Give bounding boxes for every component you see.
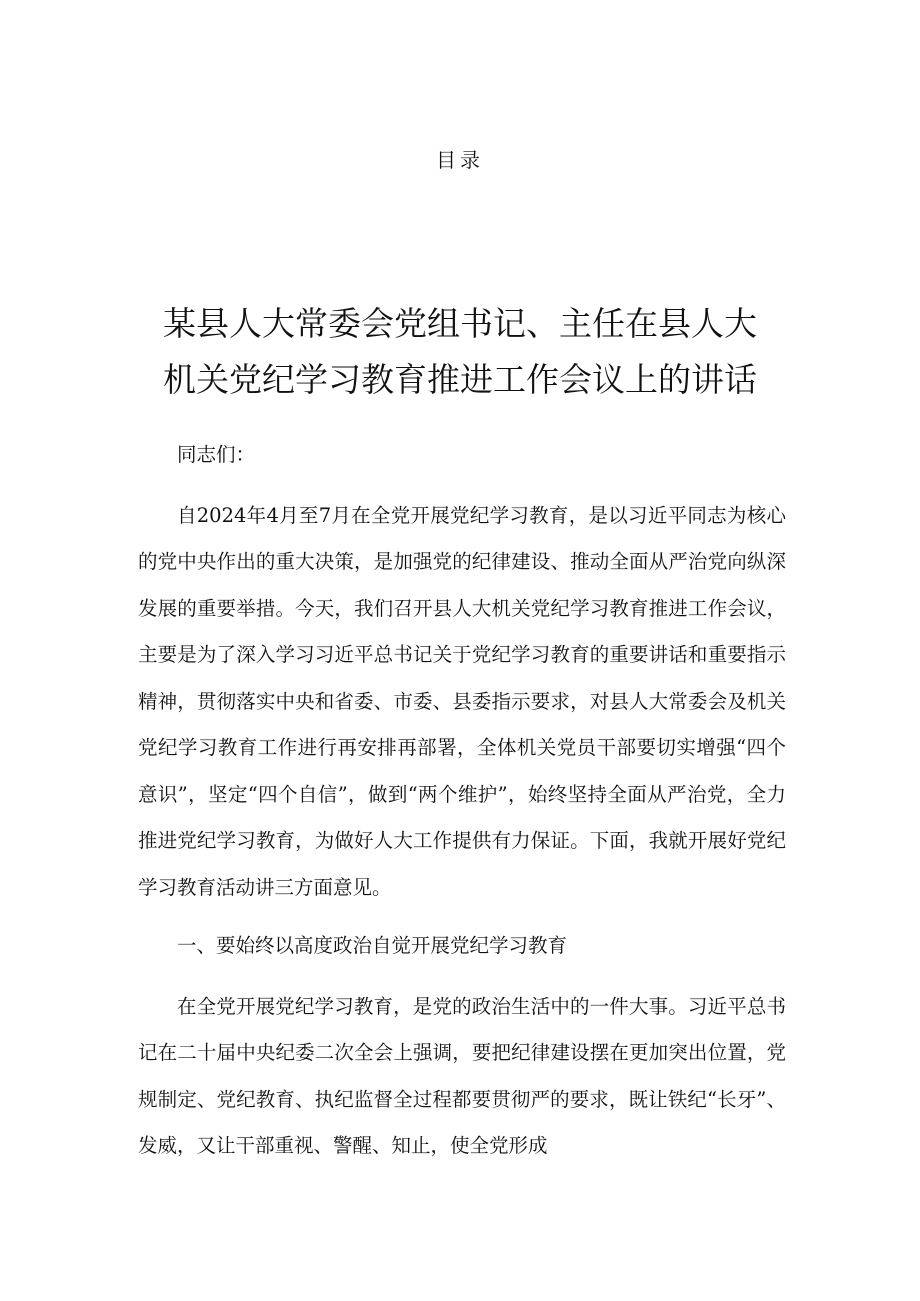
salutation: 同志们： <box>177 443 256 466</box>
speech-title <box>120 296 800 408</box>
speech-title-line-1: 某县人大常委会党组书记、主任在县人大 <box>163 304 757 343</box>
speech-title-line-2: 机关党纪学习教育推进工作会议上的讲话 <box>163 360 757 399</box>
section-heading-1: 一、要始终以高度政治自觉开展党纪学习教育 <box>177 934 568 957</box>
toc-title: 目录 <box>436 148 484 172</box>
paragraph-intro: 自2024年4月至7月在全党开展党纪学习教育，是以习近平同志为核心的党中央作出的重大决策，是加强党的纪律建设、推动全面从严治党向纵深发展的重要举措。今天，我们召开县人大机关党纪学习教育推进工作会议，主要是为了深入学习习近平总书记关于党纪学习教育的重要讲话和重要指示精神，贯彻落实中央和省委、市委、县委指示要求，对县人大常委会及机关党纪学习教育工作进行再安排再部署，全体机关党员干部要切实增强“四个意识”，坚定“四个自信”，做到“两个维护”，始终坚持全面从严治党，全力推进党纪学习教育，为做好人大工作提供有力保证。下面，我就开展好党纪学习教育活动讲三方面意见。 <box>138 503 786 899</box>
speech-body <box>138 432 786 1170</box>
paragraph-section-1: 在全党开展党纪学习教育，是党的政治生活中的一件大事。习近平总书记在二十届中央纪委二次全会上强调，要把纪律建设摆在更加突出位置，党规制定、党纪教育、执纪监督全过程都要贯彻严的要求，既让铁纪“长牙”、发威，又让干部重视、警醒、知止，使全党形成 <box>138 994 786 1157</box>
